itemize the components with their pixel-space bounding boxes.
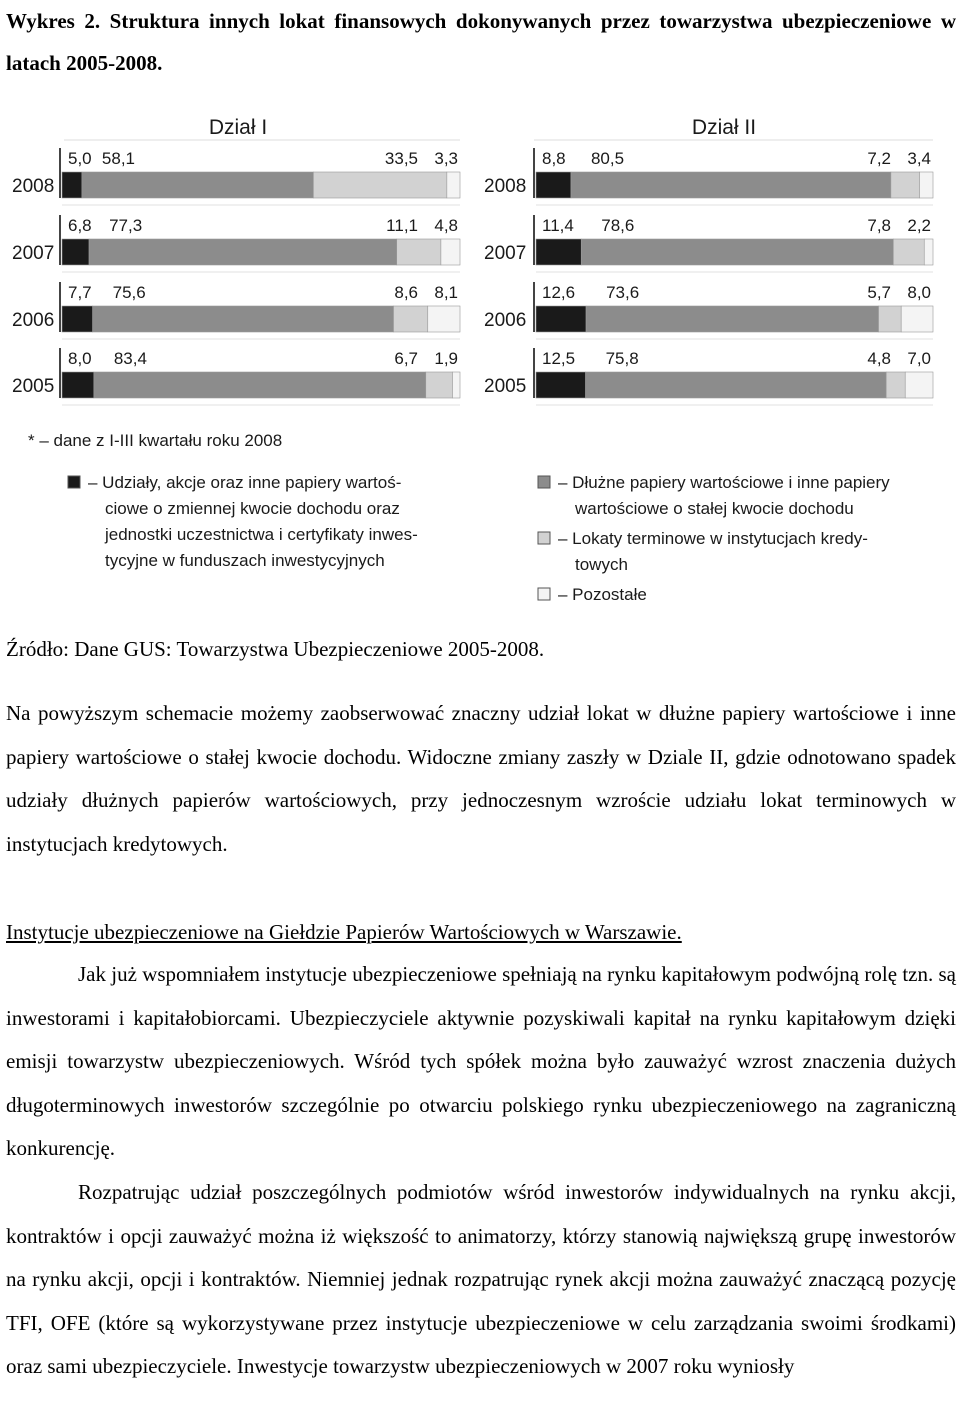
bar-segment: [441, 239, 460, 265]
value-label: 80,5: [590, 149, 625, 168]
chart-panel-1: [12, 116, 460, 405]
year-label: 2008: [12, 176, 55, 197]
value-label: 83,4: [113, 349, 147, 368]
bar-segment: [536, 172, 571, 198]
bar-segment: [62, 172, 82, 198]
figure-title: Wykres 2. Struktura innych lokat finansowych dokonywanych przez towarzystwa ubezpieczeniowe w latach 2005-2008.: [6, 9, 956, 75]
legend-swatch: [68, 476, 80, 488]
section-heading: Instytucje ubezpieczeniowe na Giełdzie Papierów Wartościowych w Warszawie.: [6, 920, 682, 944]
bar-segment: [893, 239, 924, 265]
value-label: 4,8: [434, 216, 458, 235]
figure-source: Źródło: Dane GUS: Towarzystwa Ubezpieczeniowe 2005-2008.: [6, 637, 545, 661]
bar-segment: [536, 372, 586, 398]
bar-segment: [571, 172, 891, 198]
value-label: 12,5: [542, 349, 576, 368]
legend-label: towych: [575, 555, 628, 574]
value-label: 5,7: [867, 283, 891, 302]
legend-label: tycyjne w funduszach inwestycyjnych: [105, 551, 385, 570]
value-label: 73,6: [606, 283, 640, 302]
chart-panel-2: [484, 116, 933, 405]
bar-segment: [62, 306, 93, 332]
bar-segment: [428, 306, 460, 332]
value-label: 3,3: [434, 149, 458, 168]
value-label: 8,0: [907, 283, 931, 302]
bar-segment: [586, 306, 878, 332]
legend-item-1: [68, 473, 418, 570]
bar-segment: [313, 172, 446, 198]
panel-title: Dział II: [691, 116, 757, 139]
value-label: 58,1: [101, 149, 136, 168]
chart-footnote: * – dane z I-III kwartału roku 2008: [28, 431, 283, 450]
bar-segment: [924, 239, 933, 265]
value-label: 8,6: [394, 283, 418, 302]
bar-segment: [879, 306, 902, 332]
value-label: 7,7: [68, 283, 92, 302]
legend-swatch: [538, 532, 550, 544]
legend-item-3: [538, 529, 868, 574]
paragraph-1: Na powyższym schemacie możemy zaobserwować znaczny udział lokat w dłużne papiery wartościowe i inne papiery wartościowe o stałej kwocie dochodu. Widoczne zmiany zaszły w Dziale II, gdzie odnotowano spadek udziały dłużnych papierów wartościowych, przy jednoczesnym wzroście udziału lokat terminowych w instytucjach kredytowych.: [6, 701, 956, 856]
value-label: 3,4: [907, 149, 931, 168]
bar-segment: [919, 172, 933, 198]
value-label: 6,7: [394, 349, 418, 368]
paragraph-2: Jak już wspomniałem instytucje ubezpieczeniowe spełniają na rynku kapitałowym podwójną rolę tzn. są inwestorami i kapitałobiorcami. Ubezpieczyciele aktywnie pozyskiwali kapitał na rynku kapitałowym dzięki emisji towarzystw ubezpieczeniowych. Wśród tych spółek można było zauważyć wzrost znaczenia dużych długoterminowych inwestorów szczególnie po otwarciu polskiego rynku ubezpieczeniowego na zagraniczną konkurencję.: [6, 962, 956, 1160]
legend-label: ciowe o zmiennej kwocie dochodu oraz: [105, 499, 400, 518]
bar-segment: [82, 172, 313, 198]
bar-segment: [901, 306, 933, 332]
bar-segment: [397, 239, 441, 265]
legend-swatch: [538, 588, 550, 600]
value-label: 6,8: [68, 216, 92, 235]
legend-swatch: [538, 476, 550, 488]
value-label: 75,6: [112, 283, 146, 302]
bar-segment: [886, 372, 905, 398]
bar-segment: [62, 372, 94, 398]
year-label: 2007: [12, 243, 55, 264]
bar-segment: [89, 239, 397, 265]
legend-item-4: [538, 585, 647, 604]
bar-segment: [452, 372, 460, 398]
bar-segment: [891, 172, 920, 198]
bar-segment: [581, 239, 893, 265]
bar-segment: [394, 306, 428, 332]
bar-segment: [426, 372, 453, 398]
legend-label: jednostki uczestnictwa i certyfikaty inwes-: [105, 525, 418, 544]
value-label: 7,2: [867, 149, 891, 168]
legend-label: wartościowe o stałej kwocie dochodu: [575, 499, 854, 518]
value-label: 78,6: [601, 216, 635, 235]
value-label: 8,8: [542, 149, 566, 168]
panel-title: Dział I: [208, 116, 268, 139]
value-label: 7,8: [867, 216, 891, 235]
legend-label: – Lokaty terminowe w instytucjach kredy-: [558, 529, 868, 548]
value-label: 11,4: [542, 216, 574, 235]
value-label: 12,6: [542, 283, 576, 302]
bar-segment: [536, 306, 586, 332]
bar-segment: [447, 172, 460, 198]
value-label: 11,1: [386, 216, 418, 235]
value-label: 1,9: [434, 349, 458, 368]
value-label: 2,2: [907, 216, 931, 235]
value-label: 33,5: [384, 149, 418, 168]
year-label: 2005: [12, 376, 55, 397]
value-label: 4,8: [867, 349, 891, 368]
legend-label: – Udziały, akcje oraz inne papiery wartoś-: [88, 473, 402, 492]
year-label: 2006: [12, 310, 55, 331]
legend-label: – Dłużne papiery wartościowe i inne papiery: [558, 473, 890, 492]
legend-label: – Pozostałe: [558, 585, 647, 604]
value-label: 77,3: [109, 216, 143, 235]
year-label: 2005: [484, 376, 527, 397]
year-label: 2008: [484, 176, 527, 197]
stacked-bar-chart: [0, 100, 960, 620]
bar-segment: [93, 306, 394, 332]
bar-segment: [905, 372, 933, 398]
value-label: 75,8: [605, 349, 639, 368]
bar-segment: [586, 372, 887, 398]
value-label: 5,0: [68, 149, 92, 168]
value-label: 8,0: [68, 349, 92, 368]
value-label: 7,0: [907, 349, 931, 368]
value-label: 8,1: [434, 283, 458, 302]
year-label: 2006: [484, 310, 527, 331]
bar-segment: [94, 372, 426, 398]
bar-segment: [62, 239, 89, 265]
paragraph-3: Rozpatrując udział poszczególnych podmiotów wśród inwestorów indywidualnych na rynku akcji, kontraktów i opcji zauważyć można iż większość to animatorzy, którzy stanowią największą grupę inwestorów na rynku akcji, opcji i kontraktów. Niemniej jednak rozpatrując rynek akcji można zauważyć znaczącą pozycję TFI, OFE (które są wykorzystywane przez instytucje ubezpieczeniowe w celu zarządzania swoimi środkami) oraz sami ubezpieczyciele. Inwestycje towarzystw ubezpieczeniowych w 2007 roku wyniosły: [6, 1180, 956, 1378]
legend-item-2: [538, 473, 890, 518]
bar-segment: [536, 239, 581, 265]
year-label: 2007: [484, 243, 527, 264]
